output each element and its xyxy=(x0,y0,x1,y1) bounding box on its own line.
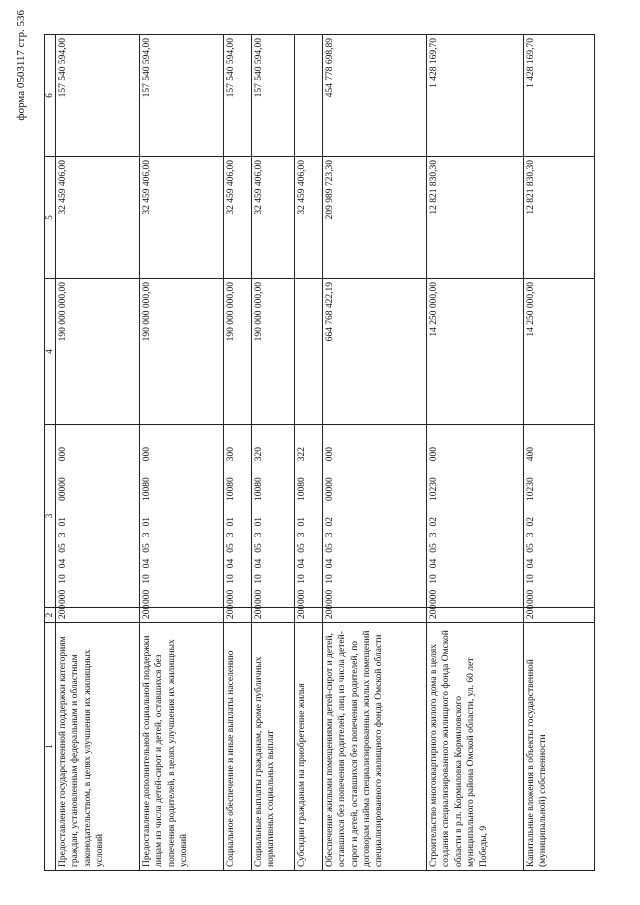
row-line-code: 200 xyxy=(523,608,594,623)
row-budget-code xyxy=(322,425,426,608)
code-part: 01 xyxy=(141,517,152,527)
code-part: 04 xyxy=(225,558,236,569)
table-row xyxy=(322,35,426,871)
row-approved: 664 768 422,19 xyxy=(322,279,426,425)
row-unexecuted: 1 428 169,70 xyxy=(523,35,594,157)
row-line-code: 200 xyxy=(322,608,426,623)
code-part: 10 xyxy=(525,574,536,584)
code-part: 10 xyxy=(58,574,68,584)
table-row xyxy=(223,35,251,871)
row-name: Социальное обеспечение и иные выплаты населению xyxy=(223,623,251,871)
row-approved: 190 000 000,00 xyxy=(139,279,223,425)
code-part: 01 xyxy=(296,517,307,527)
code-part: 10230 xyxy=(429,477,440,501)
row-unexecuted: 157 540 594,00 xyxy=(56,35,140,157)
table-row xyxy=(251,35,294,871)
code-part: 3 xyxy=(141,532,152,538)
row-unexecuted: 454 778 698,89 xyxy=(322,35,426,157)
row-executed: 32 459 406,00 xyxy=(56,157,140,279)
column-header: 1 xyxy=(45,623,56,871)
row-approved: 190 000 000,00 xyxy=(56,279,140,425)
code-part: 000 xyxy=(141,447,152,462)
code-part: 000 xyxy=(253,589,264,604)
code-part: 3 xyxy=(296,532,307,538)
row-line-code: 200 xyxy=(251,608,294,623)
row-executed: 32 459 406,00 xyxy=(251,157,294,279)
code-part: 02 xyxy=(525,517,536,527)
row-executed: 32 459 406,00 xyxy=(294,157,322,279)
row-approved: 14 250 000,00 xyxy=(427,279,524,425)
code-part: 05 xyxy=(525,543,536,553)
code-part: 10 xyxy=(225,574,236,584)
code-part: 000 xyxy=(225,589,236,604)
row-name: Предоставление государственной поддержки категориям граждан, установленным федеральным и областным законодательством, в целях улучшения их жилищных условий xyxy=(56,623,140,871)
table-row xyxy=(56,35,140,871)
code-part: 3 xyxy=(324,532,335,538)
code-part: 10 xyxy=(324,574,335,584)
row-executed: 12 821 830,30 xyxy=(427,157,524,279)
code-part: 01 xyxy=(58,517,68,527)
code-part: 000 xyxy=(429,447,440,462)
code-part: 300 xyxy=(225,447,236,462)
row-line-code: 200 xyxy=(56,608,140,623)
code-part: 000 xyxy=(141,589,152,604)
code-part: 10230 xyxy=(525,477,536,501)
code-part: 3 xyxy=(253,532,264,538)
column-header: 6 xyxy=(45,35,56,157)
row-executed: 209 989 723,30 xyxy=(322,157,426,279)
code-part: 10080 xyxy=(141,477,152,501)
code-part: 05 xyxy=(253,543,264,553)
code-part: 00000 xyxy=(324,477,335,501)
row-unexecuted xyxy=(294,35,322,157)
row-name: Обеспечение жилыми помещениями детей-сирот и детей, оставшихся без попечения родителей, лиц из числа детей-сирот и детей, оставшихся без попечения родителей, по договорам найма специализированных жилых помещений специализированного жилищного фонда Омской области xyxy=(322,623,426,871)
code-part: 322 xyxy=(296,447,307,462)
table-row xyxy=(523,35,594,871)
row-name: Социальные выплаты гражданам, кроме публичных нормативных социальных выплат xyxy=(251,623,294,871)
row-unexecuted: 157 540 594,00 xyxy=(251,35,294,157)
row-budget-code xyxy=(56,425,140,608)
code-part: 000 xyxy=(429,589,440,604)
code-part: 10080 xyxy=(296,477,307,501)
row-name: Капитальные вложения в объекты государственной (муниципальной) собственности xyxy=(523,623,594,871)
code-part: 10 xyxy=(141,574,152,584)
column-header: 3 xyxy=(45,425,56,608)
code-part: 000 xyxy=(58,589,68,604)
code-part: 04 xyxy=(324,558,335,569)
row-approved: 190 000 000,00 xyxy=(223,279,251,425)
row-name: Строительство многоквартирного жилого дома в целях создания специализированного жилищного фонда Омской области в р.п. Кормиловка Кормиловского муниципального района Омской области, ул. 60 лет Победы, 9 xyxy=(427,623,524,871)
row-line-code: 200 xyxy=(139,608,223,623)
code-part: 10 xyxy=(253,574,264,584)
table-row xyxy=(427,35,524,871)
code-part: 10 xyxy=(296,574,307,584)
column-header: 2 xyxy=(45,608,56,623)
row-budget-code xyxy=(139,425,223,608)
code-part: 10 xyxy=(429,574,440,584)
code-part: 3 xyxy=(429,532,440,538)
code-part: 320 xyxy=(253,447,264,462)
code-part: 10080 xyxy=(225,477,236,501)
row-approved: 190 000 000,00 xyxy=(251,279,294,425)
row-line-code: 200 xyxy=(427,608,524,623)
column-header: 4 xyxy=(45,279,56,425)
code-part: 05 xyxy=(429,543,440,553)
code-part: 05 xyxy=(58,543,68,553)
row-executed: 12 821 830,30 xyxy=(523,157,594,279)
code-part: 3 xyxy=(58,532,68,538)
table-row xyxy=(139,35,223,871)
row-unexecuted: 157 540 594,00 xyxy=(139,35,223,157)
row-budget-code xyxy=(427,425,524,608)
code-part: 04 xyxy=(525,558,536,569)
code-part: 04 xyxy=(253,558,264,569)
code-part: 01 xyxy=(225,517,236,527)
row-executed: 32 459 406,00 xyxy=(139,157,223,279)
row-budget-code xyxy=(294,425,322,608)
code-part: 000 xyxy=(324,589,335,604)
table-body xyxy=(56,35,595,871)
code-part: 02 xyxy=(324,517,335,527)
code-part: 05 xyxy=(296,543,307,553)
code-part: 05 xyxy=(324,543,335,553)
row-unexecuted: 157 540 594,00 xyxy=(223,35,251,157)
row-name: Субсидии гражданам на приобретение жилья xyxy=(294,623,322,871)
code-part: 3 xyxy=(525,532,536,538)
report-table xyxy=(44,34,595,871)
row-approved xyxy=(294,279,322,425)
code-part: 04 xyxy=(141,558,152,569)
row-approved: 14 250 000,00 xyxy=(523,279,594,425)
code-part: 05 xyxy=(225,543,236,553)
row-budget-code xyxy=(523,425,594,608)
code-part: 04 xyxy=(58,558,68,569)
form-label: форма 0503117 стр. 536 xyxy=(15,10,27,121)
code-part: 000 xyxy=(324,447,335,462)
table-row xyxy=(294,35,322,871)
code-part: 00000 xyxy=(58,477,68,501)
code-part: 400 xyxy=(525,447,536,462)
code-part: 01 xyxy=(253,517,264,527)
code-part: 02 xyxy=(429,517,440,527)
row-budget-code xyxy=(251,425,294,608)
code-part: 10080 xyxy=(253,477,264,501)
column-header: 5 xyxy=(45,157,56,279)
row-unexecuted: 1 428 169,70 xyxy=(427,35,524,157)
code-part: 04 xyxy=(296,558,307,569)
row-budget-code xyxy=(223,425,251,608)
code-part: 000 xyxy=(58,447,68,462)
row-executed: 32 459 406,00 xyxy=(223,157,251,279)
code-part: 000 xyxy=(296,589,307,604)
code-part: 05 xyxy=(141,543,152,553)
code-part: 04 xyxy=(429,558,440,569)
header-row xyxy=(45,35,56,871)
code-part: 000 xyxy=(525,589,536,604)
row-name: Предоставление дополнительной социальной поддержки лицам из числа детей-сирот и детей, оставшихся без попечения родителей, в целях улучшения их жилищных условий xyxy=(139,623,223,871)
row-line-code: 200 xyxy=(294,608,322,623)
row-line-code: 200 xyxy=(223,608,251,623)
code-part: 3 xyxy=(225,532,236,538)
